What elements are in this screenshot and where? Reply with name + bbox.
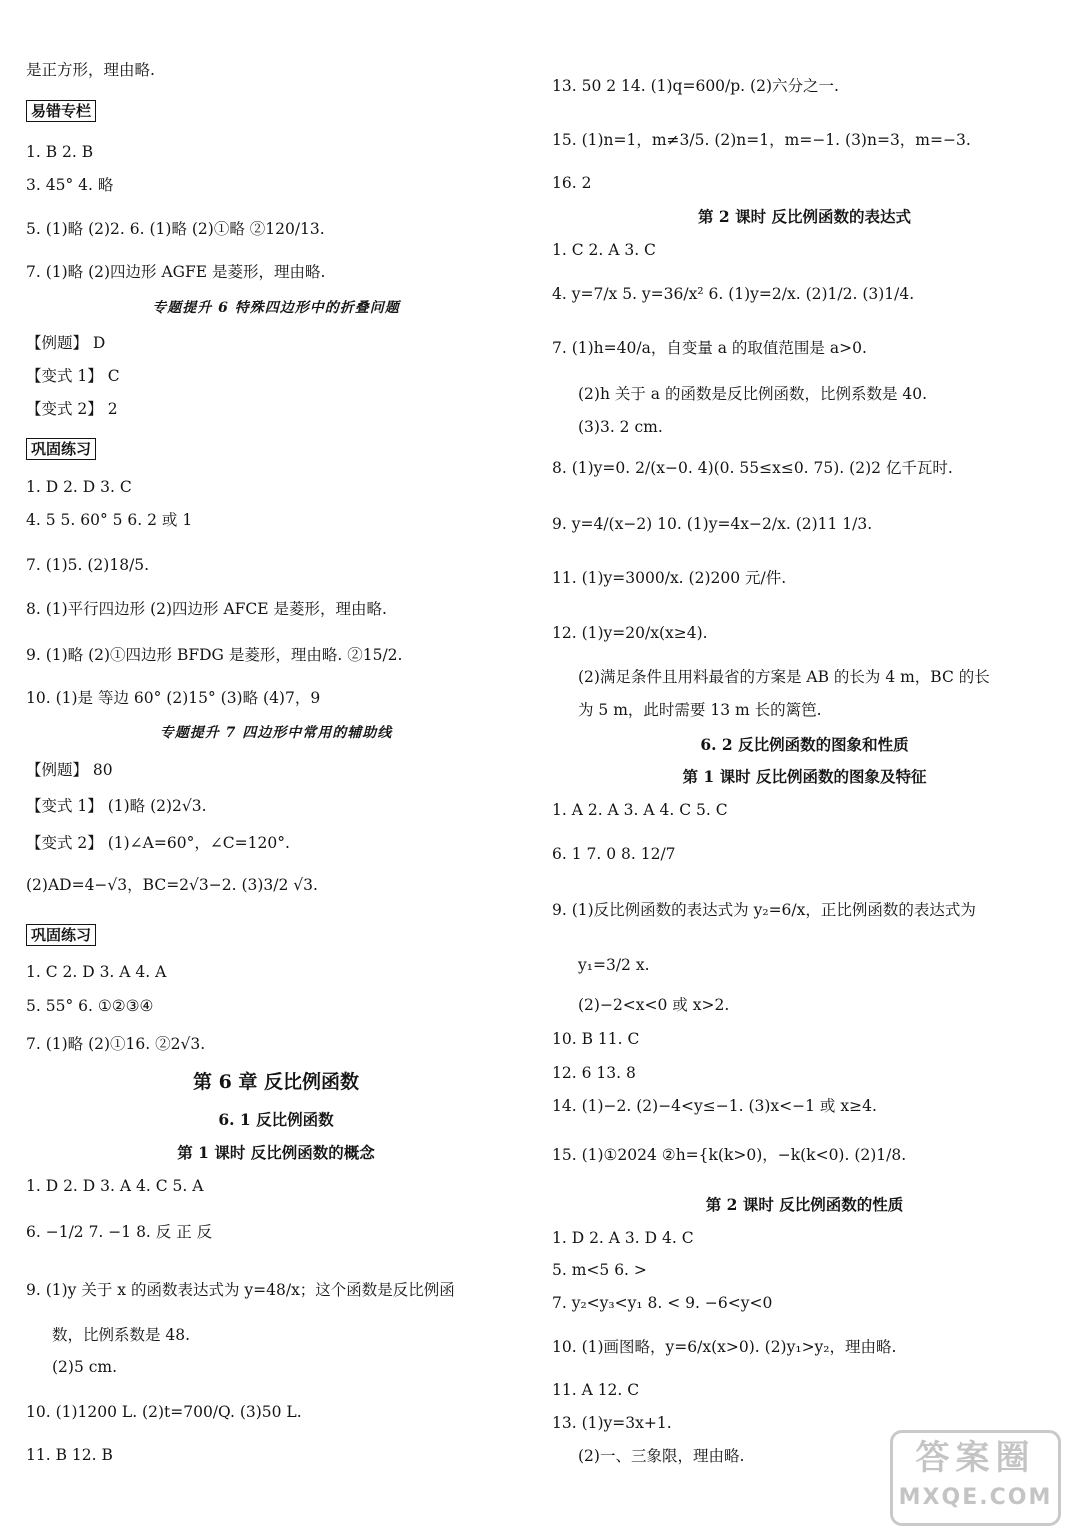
answer-line: (2)一、三象限，理由略. xyxy=(578,1447,745,1465)
answer-line: 1. A 2. A 3. A 4. C 5. C xyxy=(552,801,728,819)
answer-line: 11. A 12. C xyxy=(552,1381,640,1399)
answer-line: 8. (1)平行四边形 (2)四边形 AFCE 是菱形，理由略. xyxy=(26,600,387,618)
answer-line: (2)AD=4−√3，BC=2√3−2. (3)3/2 √3. xyxy=(26,876,318,894)
answer-line: 【例题】 80 xyxy=(26,761,113,779)
answer-line: 1. C 2. A 3. C xyxy=(552,241,656,259)
section-label-practice xyxy=(26,924,96,946)
answer-line: 6. −1/2 7. −1 8. 反 正 反 xyxy=(26,1223,213,1241)
answer-line: 7. (1)略 (2)①16. ②2√3. xyxy=(26,1035,206,1053)
answer-line: 12. (1)y=20/x(x≥4). xyxy=(552,624,708,642)
lesson-title: 第 1 课时 反比例函数的图象及特征 xyxy=(682,767,927,786)
answer-line: 3. 45° 4. 略 xyxy=(26,176,114,194)
answer-line: 9. (1)反比例函数的表达式为 y₂=6/x，正比例函数的表达式为 xyxy=(552,901,976,919)
boxed-label: 巩固练习 xyxy=(26,924,96,946)
answer-line: 15. (1)①2024 ②h={k(k>0)，−k(k<0). (2)1/8. xyxy=(552,1146,907,1164)
answer-line: 9. y=4/(x−2) 10. (1)y=4x−2/x. (2)11 1/3. xyxy=(552,515,873,533)
topic-heading: 专题提升 7 四边形中常用的辅助线 xyxy=(159,725,393,741)
answer-line: 16. 2 xyxy=(552,174,592,192)
answer-line: 14. (1)−2. (2)−4<y≤−1. (3)x<−1 或 x≥4. xyxy=(552,1097,877,1115)
answer-line: 【例题】 D xyxy=(26,334,106,352)
answer-line: 1. D 2. A 3. D 4. C xyxy=(552,1229,694,1247)
answer-line: 1. C 2. D 3. A 4. A xyxy=(26,963,167,981)
answer-line: 11. (1)y=3000/x. (2)200 元/件. xyxy=(552,569,787,587)
watermark-domain: MXQE.COM xyxy=(898,1485,1053,1510)
answer-line: 数，比例系数是 48. xyxy=(52,1326,191,1344)
answer-line: 1. B 2. B xyxy=(26,143,94,161)
watermark-logo xyxy=(890,1430,1061,1526)
answer-line: 4. y=7/x 5. y=36/x² 6. (1)y=2/x. (2)1/2. (3)1/4. xyxy=(552,285,915,303)
answer-line: 13. (1)y=3x+1. xyxy=(552,1414,672,1432)
section-title: 6. 1 反比例函数 xyxy=(218,1110,334,1129)
answer-line: (3)3. 2 cm. xyxy=(578,418,663,436)
boxed-label: 易错专栏 xyxy=(26,100,96,122)
watermark-title: 答案圈 xyxy=(915,1438,1036,1478)
answer-line: 【变式 1】 C xyxy=(26,367,120,385)
answer-line: 7. (1)5. (2)18/5. xyxy=(26,556,150,574)
answer-line: 5. (1)略 (2)2. 6. (1)略 (2)①略 ②120/13. xyxy=(26,220,325,238)
answer-line: (2)满足条件且用料最省的方案是 AB 的长为 4 m，BC 的长 xyxy=(578,668,990,686)
section-label-easy-mistakes xyxy=(26,100,96,122)
answer-line: 9. (1)y 关于 x 的函数表达式为 y=48/x；这个函数是反比例函 xyxy=(26,1281,455,1299)
answer-line: 10. (1)1200 L. (2)t=700/Q. (3)50 L. xyxy=(26,1403,302,1421)
answer-line: 10. B 11. C xyxy=(552,1030,640,1048)
answer-line: (2)h 关于 a 的函数是反比例函数，比例系数是 40. xyxy=(578,385,928,403)
answer-line: 6. 1 7. 0 8. 12/7 xyxy=(552,845,676,863)
answer-line: 7. (1)略 (2)四边形 AGFE 是菱形，理由略. xyxy=(26,263,326,281)
answer-line: 15. (1)n=1，m≠3/5. (2)n=1，m=−1. (3)n=3，m=−3. xyxy=(552,131,971,149)
answer-line: 7. y₂<y₃<y₁ 8. < 9. −6<y<0 xyxy=(552,1294,773,1312)
section-label-practice xyxy=(26,438,96,460)
answer-line: 11. B 12. B xyxy=(26,1446,113,1464)
answer-line: (2)5 cm. xyxy=(52,1358,118,1376)
answer-line: 【变式 2】 (1)∠A=60°，∠C=120°. xyxy=(26,834,290,852)
answer-line: 9. (1)略 (2)①四边形 BFDG 是菱形，理由略. ②15/2. xyxy=(26,646,403,664)
answer-line: (2)−2<x<0 或 x>2. xyxy=(578,996,730,1014)
answer-line: 12. 6 13. 8 xyxy=(552,1064,636,1082)
answer-line: 8. (1)y=0. 2/(x−0. 4)(0. 55≤x≤0. 75). (2)2 亿千瓦时. xyxy=(552,459,953,477)
answer-line: y₁=3/2 x. xyxy=(578,956,650,974)
answer-line: 5. m<5 6. > xyxy=(552,1261,647,1279)
answer-line: 1. D 2. D 3. A 4. C 5. A xyxy=(26,1177,204,1195)
lesson-title: 第 1 课时 反比例函数的概念 xyxy=(177,1143,375,1162)
answer-line: 【变式 2】 2 xyxy=(26,400,118,418)
answer-line: 4. 5 5. 60° 5 6. 2 或 1 xyxy=(26,511,193,529)
boxed-label: 巩固练习 xyxy=(26,438,96,460)
answer-line: 【变式 1】 (1)略 (2)2√3. xyxy=(26,797,207,815)
answer-line: 5. 55° 6. ①②③④ xyxy=(26,997,154,1015)
topic-heading: 专题提升 6 特殊四边形中的折叠问题 xyxy=(152,300,400,316)
answer-line: 10. (1)画图略，y=6/x(x>0). (2)y₁>y₂，理由略. xyxy=(552,1338,897,1356)
answer-line: 7. (1)h=40/a，自变量 a 的取值范围是 a>0. xyxy=(552,339,867,357)
answer-line: 10. (1)是 等边 60° (2)15° (3)略 (4)7，9 xyxy=(26,689,321,707)
answer-line: 为 5 m，此时需要 13 m 长的篱笆. xyxy=(578,701,822,719)
answer-line: 是正方形，理由略. xyxy=(26,61,155,79)
lesson-title: 第 2 课时 反比例函数的表达式 xyxy=(698,207,911,226)
lesson-title: 第 2 课时 反比例函数的性质 xyxy=(705,1195,904,1214)
answer-line: 13. 50 2 14. (1)q=600/p. (2)六分之一. xyxy=(552,77,839,95)
chapter-title: 第 6 章 反比例函数 xyxy=(192,1071,360,1093)
answer-line: 1. D 2. D 3. C xyxy=(26,478,132,496)
section-title: 6. 2 反比例函数的图象和性质 xyxy=(700,735,909,754)
